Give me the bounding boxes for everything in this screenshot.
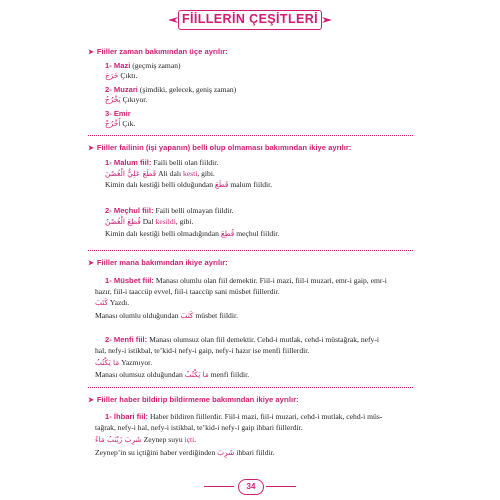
dotted-divider xyxy=(88,250,413,251)
muzari-example xyxy=(105,95,147,104)
mechul-explanation xyxy=(105,229,279,238)
section-heading-report xyxy=(88,395,299,405)
malum-example xyxy=(105,169,215,178)
malum-example-arabic: قَطَعَ عَلِيٌّ الْغُصْنَ xyxy=(105,169,157,178)
mazi-translation: Çıktı. xyxy=(120,71,138,80)
muzari-row xyxy=(105,85,236,94)
mechul-explanation-text: Kimin dalı kestiği belli olmadığından xyxy=(105,229,219,238)
mechul-example-suffix: , gibi. xyxy=(175,217,194,226)
musbet-explanation-arabic: كَتَبَ xyxy=(180,311,194,320)
menfi-explanation-suffix: menfi fiildir. xyxy=(210,370,250,379)
musbet-example-arabic: كَتَبَ xyxy=(95,298,109,307)
mechul-example-arabic: قُطِعَ الْغُصْنُ xyxy=(105,217,141,226)
muzari-arabic: يَخْرُجُ xyxy=(105,95,121,104)
mechul-definition: Faili belli olmayan fiildir. xyxy=(155,206,234,215)
mechul-example-text: Dal xyxy=(142,217,154,226)
ihbari-explanation-arabic: شَرِبَ xyxy=(217,448,235,457)
mazi-label: 1- Mazi xyxy=(105,61,131,70)
arrow-icon: ➤ xyxy=(88,145,94,152)
malum-example-text: Ali dalı xyxy=(158,169,182,178)
mechul-explanation-suffix: meçhul fiildir. xyxy=(236,229,280,238)
ihbari-definition-line2: tağrak, nefy-i hal, nefy-i istikbal, te’kid-i nefy-i gaip ihbari fiillerdir. xyxy=(95,423,303,432)
muzari-translation: Çıkıyor. xyxy=(122,95,148,104)
muzari-label: 2- Muzari xyxy=(105,85,138,94)
musbet-definition-line2: hazır, fiil-i taaccüp evvel, fiil-i taaccüp sani müsbet fiillerdir. xyxy=(95,287,280,296)
arrow-icon: ➤ xyxy=(88,397,94,404)
ihbari-example-text: Zeynep suyu xyxy=(143,435,183,444)
muzari-note: (şimdiki, gelecek, geniş zaman) xyxy=(139,85,237,94)
malum-explanation-text: Kimin dalı kestiği belli olduğundan xyxy=(105,180,213,189)
footer-ornament-left xyxy=(204,486,234,487)
musbet-explanation-text: Manası olumlu olduğundan xyxy=(95,311,179,320)
section-heading-text: Fiiller haber bildirip bildirmeme bakımından ikiye ayrılır: xyxy=(96,395,299,404)
ihbari-example xyxy=(95,435,196,444)
menfi-example xyxy=(95,358,152,367)
mazi-example xyxy=(105,71,137,80)
section-heading-time xyxy=(88,47,228,57)
emir-translation: Çık. xyxy=(122,119,136,128)
mechul-explanation-arabic: قُطِعَ xyxy=(220,229,235,238)
malum-example-suffix: , gibi. xyxy=(197,169,215,178)
ihbari-definition-line1: Haber bildiren fiillerdir. Fiil-i mazi, fiil-i muzari, cehd-i mutlak, cehd-i müs- xyxy=(149,412,383,421)
ihbari-label: 1- İhbari fiil: xyxy=(105,412,149,421)
ihbari-row xyxy=(105,412,382,421)
emir-example xyxy=(105,119,135,128)
dotted-divider xyxy=(88,387,413,388)
ihbari-example-suffix: . xyxy=(194,435,197,444)
page-footer xyxy=(200,478,300,496)
menfi-example-translation: Yazmıyor. xyxy=(121,358,153,367)
musbet-example xyxy=(95,298,129,307)
mazi-arabic: خَرَجَ xyxy=(105,71,119,80)
emir-label: 3- Emir xyxy=(105,109,131,118)
musbet-explanation-suffix: müsbet fiildir. xyxy=(195,311,238,320)
menfi-label: 2- Menfi fiil: xyxy=(105,335,148,344)
page-number: 34 xyxy=(238,479,264,495)
ihbari-example-arabic: شَرِبَ زَيْنَبُ مَاءً xyxy=(95,435,142,444)
musbet-example-translation: Yazdı. xyxy=(109,298,130,307)
mechul-example xyxy=(105,217,193,226)
menfi-definition-line1: Manası olumsuz olan fiil demektir. Cehd-i mutlak, cehd-i müstağrak, nefy-i xyxy=(149,335,379,344)
musbet-row xyxy=(105,276,387,285)
page-header xyxy=(170,9,330,31)
menfi-explanation xyxy=(95,370,249,379)
section-heading-text: Fiiller mana bakımından ikiye ayrılır: xyxy=(96,258,228,267)
musbet-explanation xyxy=(95,311,238,320)
arrow-icon: ➤ xyxy=(88,260,94,267)
malum-explanation-arabic: قَطَعَ xyxy=(214,180,229,189)
malum-label: 1- Malum fiil: xyxy=(105,158,152,167)
page-title: FİİLLERİN ÇEŞİTLERİ xyxy=(181,12,319,26)
arrow-icon: ➤ xyxy=(88,49,94,56)
ihbari-explanation-suffix: ihbari fiildir. xyxy=(236,448,275,457)
malum-example-highlight: kesti xyxy=(182,169,198,178)
mazi-note: (geçmiş zaman) xyxy=(132,61,181,70)
ihbari-example-highlight: içti xyxy=(184,435,195,444)
footer-ornament-right xyxy=(266,486,296,487)
musbet-label: 1- Müsbet fiil: xyxy=(105,276,154,285)
ihbari-explanation-text: Zeynep’in su içtiğini haber verdiğinden xyxy=(95,448,216,457)
mechul-row xyxy=(105,206,233,215)
section-heading-text: Fiiller zaman bakımından üçe ayrılır: xyxy=(96,47,228,56)
mechul-label: 2- Meçhul fiil: xyxy=(105,206,154,215)
mazi-row xyxy=(105,61,181,70)
menfi-explanation-arabic: مَا يَكْتُبُ xyxy=(184,370,209,379)
mechul-example-highlight: kesildi xyxy=(155,217,176,226)
ihbari-explanation xyxy=(95,448,275,457)
menfi-explanation-text: Manası olumsuz olduğundan xyxy=(95,370,183,379)
musbet-definition-line1: Manası olumlu olan fiil demektir. Fiil-i mazi, fiil-i muzari, emr-i gaip, emr-i xyxy=(155,276,387,285)
section-heading-text: Fiiller failinin (işi yapanın) belli olup olmaması bakımından ikiye ayrılır: xyxy=(96,143,352,152)
emir-row xyxy=(105,109,131,118)
menfi-row xyxy=(105,335,379,344)
malum-explanation-suffix: malum fiildir. xyxy=(230,180,273,189)
section-heading-meaning xyxy=(88,258,228,268)
malum-explanation xyxy=(105,180,272,189)
section-heading-subject xyxy=(88,143,351,153)
malum-definition: Faili belli olan fiildir. xyxy=(153,158,219,167)
menfi-example-arabic: مَا يَكْتُبُ xyxy=(95,358,120,367)
dotted-divider xyxy=(88,135,413,136)
emir-arabic: اُخْرُجْ xyxy=(105,119,121,128)
malum-row xyxy=(105,158,218,167)
menfi-definition-line2: hal, nefy-i istikbal, te’kid-i nefy-i gaip, nefy-i hazır ise menfi fiillerdir. xyxy=(95,346,310,355)
